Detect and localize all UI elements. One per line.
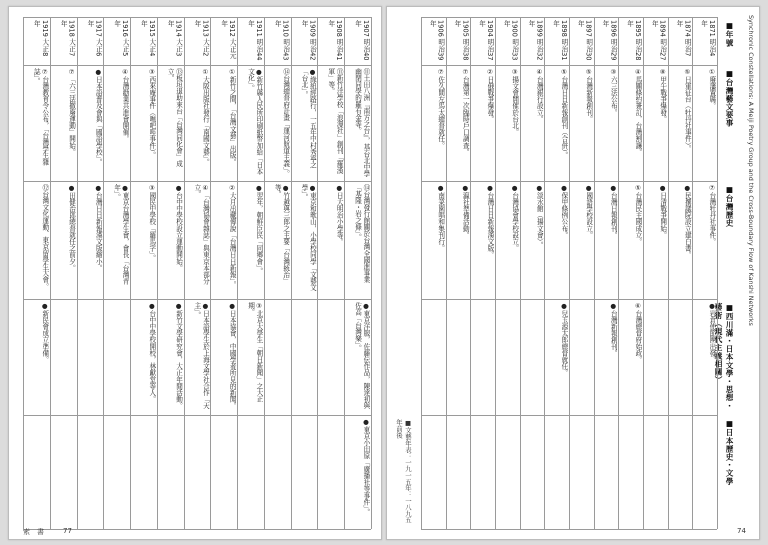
event-entry: ●新竹縣人民所印刷紙幣加給「日本文化」。 xyxy=(246,68,263,175)
event-entry: ●台灣新報創刊。 xyxy=(609,302,618,357)
band-divider xyxy=(23,65,371,66)
event-entry: ⑦台灣第一次臨時戶口調查。 xyxy=(461,68,470,156)
event-entry: ③六三法公布。 xyxy=(609,68,618,116)
event-entry: ⑤台灣日日新報創刊（合併）。 xyxy=(559,68,568,159)
year-cell: 1914 大正3年 xyxy=(166,20,183,57)
event-entry: ●岩倉使節團出發。 xyxy=(707,302,716,363)
year-cell: 1916 大正5年 xyxy=(112,20,130,57)
event-entry: ●日本協會，中國學者所見的新聞。 xyxy=(228,302,237,409)
event-entry: ●緣紐經路行，一五年中村秀寧之「台北」。 xyxy=(300,68,317,169)
column-header: ■日本歷史・文學 xyxy=(725,419,734,486)
event-entry: ③北京大學生「朝日新聞」之大正期。 xyxy=(246,302,263,403)
year-cell: 1898 明治31年 xyxy=(551,20,568,61)
event-entry: ⑤台灣新報創刊。 xyxy=(584,68,593,123)
event-entry: ①大阪出版社發行「南國文藝」。 xyxy=(201,68,210,166)
event-entry: ●台中中學校開校，林獻堂等人。 xyxy=(147,302,156,403)
band-divider xyxy=(421,17,717,18)
event-entry: ●翌年，朝鮮臣民「同鄉會」。 xyxy=(254,184,263,275)
running-head: Synchronic Constellations: A Meiji Poetry Group and the Cross-Boundary Flow of Kanshi Networks xyxy=(747,15,755,326)
event-entry: ④台灣銀行設立。 xyxy=(535,68,544,123)
event-entry: ⑤日軍征台（牡丹社事件）。 xyxy=(683,68,692,152)
year-cell: 1911 明治44年 xyxy=(246,20,263,61)
event-entry: ①廢藩置縣。 xyxy=(707,68,716,109)
year-cell: 1905 明治38年 xyxy=(452,20,470,61)
column-header: ■西川滿・日本文學・思想・藝術（現代主義相關） xyxy=(714,303,734,410)
page-number: 74 xyxy=(737,527,746,535)
year-cell: 1913 大正2年 xyxy=(192,20,210,57)
year-cell: 1912 大正元年 xyxy=(219,20,237,59)
band-divider xyxy=(421,299,717,300)
event-entry: ●瀛社準備活動。 xyxy=(461,184,470,239)
event-entry: ●新竹文學研究會，大正年間活動。 xyxy=(174,302,183,409)
left-page xyxy=(8,6,382,540)
year-cell: 1904 明治37年 xyxy=(477,20,494,61)
band-divider xyxy=(421,529,717,530)
year-cell: 1900 明治33年 xyxy=(502,20,519,61)
event-entry: ●民撰議院設立建白書。 xyxy=(683,184,692,258)
event-entry: ⑬板垣退助來台「台灣同化會」成立。 xyxy=(166,68,183,167)
event-entry: ●淡水館（揚文會）。 xyxy=(535,184,544,249)
event-entry: ●台灣日報創刊。 xyxy=(609,184,618,239)
year-cell: 1895 明治28年 xyxy=(625,20,642,61)
event-entry: ●東京小田原「廣播社等事件」。 xyxy=(361,418,370,516)
year-cell: 1919 大正8年 xyxy=(32,20,49,57)
event-entry: ●東京洋服，佐藤伝作品，陳達初與佐高「台灣樂」。 xyxy=(353,302,370,409)
band-divider xyxy=(421,415,717,416)
year-cell: 1915 大正4年 xyxy=(139,20,156,57)
column-header: ■台灣歷史 xyxy=(725,185,734,227)
event-entry: ●日本語學生於上海文學社合作「天主」。 xyxy=(192,302,210,409)
event-entry: ①新竹之間，「台灣文藝」出版。 xyxy=(228,68,237,166)
event-entry: ●新民會成立準備。 xyxy=(40,302,49,363)
band-divider xyxy=(23,17,371,18)
page-number: 77 xyxy=(63,527,72,535)
year-cell: 1906 明治39年 xyxy=(428,20,445,61)
band-divider xyxy=(421,65,717,66)
event-entry: ⑦台灣牡丹社事件。 xyxy=(707,184,716,245)
column-divider xyxy=(371,17,372,529)
year-cell: 1896 明治29年 xyxy=(600,20,618,61)
event-entry: ②日俄戰爭爆發。 xyxy=(485,68,494,123)
event-entry: ③揚文會開催於台北。 xyxy=(510,68,519,136)
event-entry: ④馬關條約簽訂，台灣割讓。 xyxy=(633,68,642,156)
year-cell: 1918 大正7年 xyxy=(59,20,76,57)
column-header: ■台灣藝文要事 xyxy=(725,69,734,128)
event-entry: ●兒玉源太郎總督就任。 xyxy=(559,302,568,376)
event-entry: ⑦佐久間左馬太總督就任。 xyxy=(436,68,445,149)
event-entry: ●竹越與三郎之主要「台灣統治」等。 xyxy=(273,184,290,285)
event-entry: ●台灣協會學校設立。 xyxy=(510,184,519,252)
event-entry: ③西來庵事件（噍吧哖事件）。 xyxy=(147,68,156,159)
event-entry: ⑪土田八洲『南方之台』，基台北中學幽閉同學的羅有金等。 xyxy=(353,68,370,177)
event-entry: ⑦「六三法撤廢運動」開始。 xyxy=(67,68,76,156)
page-footer: 索 書 xyxy=(23,528,44,536)
event-entry: ●台灣日日新報漢文版。 xyxy=(485,184,494,258)
event-entry: ③國民中學校「羅馬字」。 xyxy=(147,184,156,262)
event-entry: ●東京台灣學生會，會長「台灣青年」。 xyxy=(112,184,130,285)
event-entry: ●台灣日日新報漢文版縮小。 xyxy=(94,184,103,272)
band-divider xyxy=(421,181,717,182)
band-divider xyxy=(23,181,371,182)
right-page xyxy=(386,6,760,540)
year-cell: 1910 明治43年 xyxy=(273,20,290,61)
event-entry: ⑤台灣民主國成立。 xyxy=(633,184,642,245)
event-entry: ⑫台灣文化運動、東京留學生大會。 xyxy=(40,184,49,290)
year-cell: 1871 明治4年 xyxy=(699,20,716,57)
event-entry: ②大月出藏傳說「台灣日日新報」。 xyxy=(228,184,237,288)
year-cell: 1894 明治27年 xyxy=(650,20,667,61)
event-entry: ●日大明治小學等。 xyxy=(335,184,344,245)
year-cell: 1907 明治40年 xyxy=(353,20,370,61)
event-entry: ⑥台灣總督府始政。 xyxy=(633,302,642,363)
column-header: ■年號 xyxy=(725,21,734,47)
side-title: ■文藝年表：一九一五年：一八九五年前後 xyxy=(395,419,412,523)
year-cell: 1897 明治30年 xyxy=(576,20,593,61)
band-divider xyxy=(23,299,371,300)
year-cell: 1874 明治7年 xyxy=(674,20,692,57)
event-entry: ④「台灣協會雜誌」與東京本部分立。 xyxy=(192,184,210,285)
event-entry: ●保甲條例公布。 xyxy=(559,184,568,239)
event-entry: ⑦台灣教育令公布，「台灣學生雜誌」。 xyxy=(32,68,49,166)
event-entry: ⑭台灣總督府計畫「運河航道主義」。 xyxy=(281,68,290,177)
year-cell: 1909 明治42年 xyxy=(300,20,317,61)
event-entry: ⑪新竹洋學校「浪漫社」創刊「羅漢軍」等。 xyxy=(326,68,344,174)
event-entry: ●東京和歌山，小學校同學「文藝文學」。 xyxy=(300,184,317,291)
band-divider xyxy=(23,529,371,530)
event-entry: ●南菜園唱和集刊行。 xyxy=(436,184,445,252)
event-entry: ●國語學校設立。 xyxy=(584,184,593,239)
event-entry: ●台中中學校設立運動開始。 xyxy=(174,184,183,272)
event-entry: ⑧甲午戰爭爆發。 xyxy=(658,68,667,123)
year-cell: 1908 明治41年 xyxy=(326,20,344,61)
band-divider xyxy=(23,415,371,416)
event-entry: ●日本語普及會與「國語學校」。 xyxy=(94,68,103,166)
column-divider xyxy=(717,17,718,529)
year-cell: 1917 大正6年 xyxy=(85,20,103,57)
event-entry: ●日清戰爭開始。 xyxy=(658,184,667,239)
event-entry: ⑭台灣發行館關於台灣全國進事業「基隆・岩之條」。 xyxy=(353,184,370,283)
event-entry: ④台灣勸業共進會開催。 xyxy=(121,68,130,142)
year-cell: 1899 明治32年 xyxy=(526,20,544,61)
event-entry: ●田健治郎總督就任之前夕。 xyxy=(67,184,76,272)
